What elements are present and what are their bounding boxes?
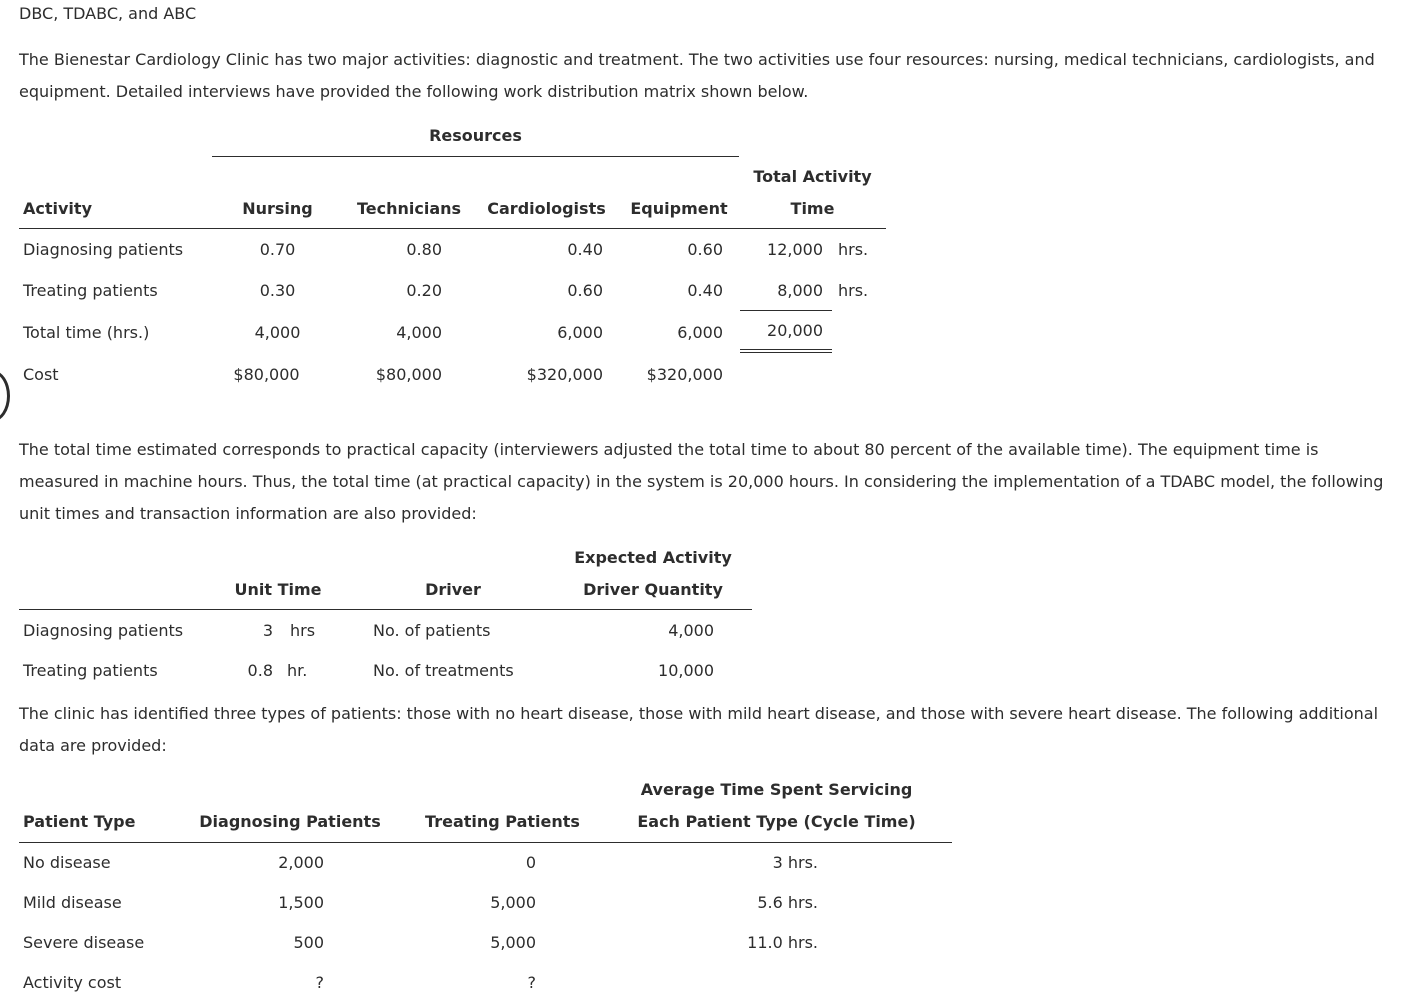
total-value: 8,000 [777, 281, 823, 300]
expected-header-line2: Driver Quantity [583, 580, 723, 599]
row-label: Diagnosing patients [23, 621, 184, 640]
row-label: Total time (hrs.) [23, 323, 150, 342]
unit-time-value: 3 [262, 621, 273, 640]
avg-time-header-line2: Each Patient Type (Cycle Time) [637, 812, 916, 831]
quantity-value: 4,000 [668, 621, 714, 640]
cardiologists-value: $320,000 [526, 365, 603, 384]
diagnosing-value: 500 [293, 933, 324, 952]
total-value: 20,000 [767, 321, 823, 340]
row-label: Activity cost [23, 973, 122, 992]
technicians-value: $80,000 [375, 365, 442, 384]
row-label: Cost [23, 365, 59, 384]
diagnosing-value: ? [315, 973, 324, 992]
driver-header: Driver [425, 580, 481, 599]
technicians-header: Technicians [356, 199, 462, 218]
nursing-value: 0.30 [259, 281, 296, 300]
cardiologists-header: Cardiologists [487, 199, 606, 218]
technicians-value: 0.20 [406, 281, 442, 300]
cycle-time-value: 11.0 hrs. [747, 933, 818, 952]
row-label: Severe disease [23, 933, 145, 952]
activity-header: Activity [23, 199, 92, 218]
row-label: No disease [23, 853, 111, 872]
row-label: Treating patients [23, 661, 158, 680]
intro-paragraph: The Bienestar Cardiology Clinic has two major activities: diagnostic and treatment. The two activities use four resources: nursing, medical technicians, cardiologists, and equipment. Detailed interviews have provided the following work distribution matrix shown below. [19, 50, 1375, 101]
equipment-value: 0.60 [687, 240, 723, 259]
patient-type-header: Patient Type [23, 812, 136, 831]
technicians-value: 0.80 [406, 240, 442, 259]
practical-capacity-paragraph: The total time estimated corresponds to practical capacity (interviewers adjusted the total time to about 80 percent of the available time). The equipment time is measured in machine hours. Thus, the total time (at practical capacity) in the system is 20,000 hours. In considering the implementation of a TDABC model, the following unit times and transaction information are also provided: [19, 440, 1384, 523]
nursing-value: 0.70 [259, 240, 296, 259]
total-value: 12,000 [767, 240, 823, 259]
row-label: Treating patients [23, 281, 158, 300]
table2-header-rule [19, 609, 752, 610]
row-label: Mild disease [23, 893, 122, 912]
row-label: Diagnosing patients [23, 240, 184, 259]
unit-time-unit: hr. [287, 661, 308, 680]
page-title: DBC, TDABC, and ABC [19, 4, 197, 23]
diagnosing-header: Diagnosing Patients [199, 812, 381, 831]
unit-time-value: 0.8 [247, 661, 273, 680]
treating-value: 5,000 [490, 893, 536, 912]
diagnosing-value: 1,500 [278, 893, 324, 912]
resources-underline [212, 156, 739, 157]
total-double-rule [740, 349, 832, 353]
equipment-value: 6,000 [677, 323, 723, 342]
diagnosing-value: 2,000 [278, 853, 324, 872]
treating-value: ? [527, 973, 536, 992]
nursing-header: Nursing [242, 199, 313, 218]
table1-header-rule [19, 228, 886, 229]
unit-time-unit: hrs [290, 621, 316, 640]
total-activity-header-line2: Time [790, 199, 835, 218]
cycle-time-value: 5.6 hrs. [757, 893, 818, 912]
equipment-value: $320,000 [646, 365, 723, 384]
nursing-value: $80,000 [233, 365, 300, 384]
technicians-value: 4,000 [396, 323, 442, 342]
equipment-value: 0.40 [687, 281, 723, 300]
total-unit: hrs. [838, 281, 869, 300]
nursing-value: 4,000 [254, 323, 301, 342]
patient-types-paragraph: The clinic has identified three types of patients: those with no heart disease, those with mild heart disease, and those with severe heart disease. The following additional data are provided: [19, 704, 1379, 755]
total-unit: hrs. [838, 240, 869, 259]
cardiologists-value: 6,000 [557, 323, 603, 342]
avg-time-header-line1: Average Time Spent Servicing [640, 780, 913, 799]
equipment-header: Equipment [630, 199, 728, 218]
treating-value: 5,000 [490, 933, 536, 952]
cardiologists-value: 0.40 [567, 240, 603, 259]
driver-value: No. of treatments [373, 661, 514, 680]
quantity-value: 10,000 [658, 661, 714, 680]
cycle-time-value: 3 hrs. [772, 853, 818, 872]
driver-value: No. of patients [373, 621, 491, 640]
table3-header-rule [19, 842, 952, 843]
total-sum-rule [740, 310, 832, 311]
total-activity-header-line1: Total Activity [753, 167, 872, 186]
circle-marker-icon [0, 370, 10, 422]
resources-header: Resources [429, 126, 522, 145]
treating-value: 0 [525, 853, 536, 872]
expected-header-line1: Expected Activity [574, 548, 732, 567]
unit-time-header: Unit Time [234, 580, 322, 599]
cardiologists-value: 0.60 [567, 281, 603, 300]
treating-header: Treating Patients [425, 812, 580, 831]
